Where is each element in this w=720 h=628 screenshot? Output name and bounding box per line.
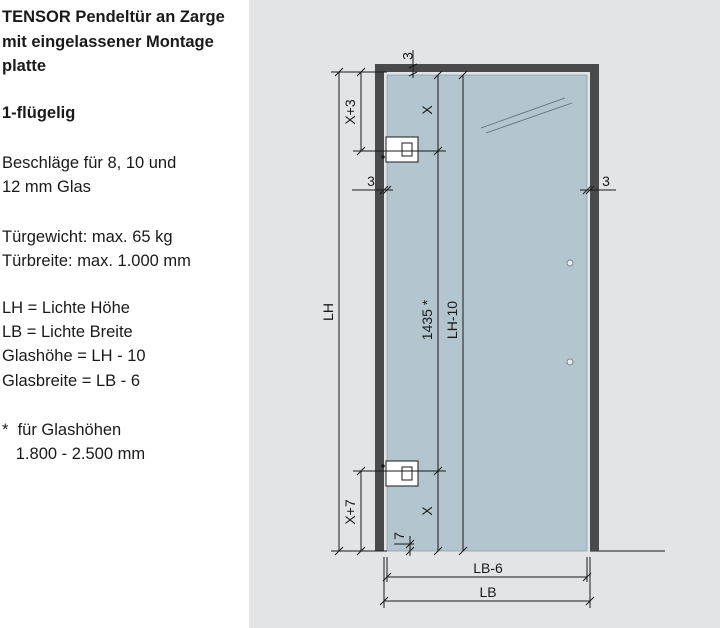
bottom-hinge (381, 461, 418, 486)
door-type-label: 1-flügelig (2, 104, 76, 122)
label-1435: 1435 * (419, 299, 435, 341)
handle-dot-lower (567, 359, 573, 365)
label-bottom-gap: 7 (391, 532, 407, 540)
footnote-line-1: * für Glashöhen (2, 421, 122, 439)
door-weight-line: Türgewicht: max. 65 kg (2, 228, 173, 246)
top-hinge (381, 137, 418, 162)
label-x-bottom: X (419, 506, 435, 516)
fittings-line-1: Beschläge für 8, 10 und (2, 154, 177, 172)
definition-glass-width: Glasbreite = LB - 6 (2, 372, 141, 390)
label-lb-minus-6: LB-6 (473, 560, 503, 576)
footnote-line-2: 1.800 - 2.500 mm (2, 445, 146, 463)
label-x-plus-3: X+3 (342, 99, 358, 125)
definition-glass-height: Glashöhe = LH - 10 (2, 347, 146, 365)
handle-dot-upper (567, 260, 573, 266)
label-lh-minus-10: LH-10 (444, 300, 460, 340)
label-x-top: X (419, 105, 435, 115)
definition-lh: LH = Lichte Höhe (2, 299, 130, 317)
page-title: TENSOR Pendeltür an Zarge mit eingelassener Montage platte (2, 8, 225, 75)
door-width-line: Türbreite: max. 1.000 mm (2, 252, 191, 270)
label-x-plus-7: X+7 (342, 499, 358, 525)
fittings-line-2: 12 mm Glas (2, 178, 91, 196)
label-lh: LH (320, 303, 336, 321)
label-top-gap: 3 (399, 52, 416, 60)
label-right-gap: 3 (602, 173, 610, 189)
definition-lb: LB = Lichte Breite (2, 323, 133, 341)
label-lb: LB (479, 584, 497, 600)
label-left-gap: 3 (367, 173, 375, 189)
